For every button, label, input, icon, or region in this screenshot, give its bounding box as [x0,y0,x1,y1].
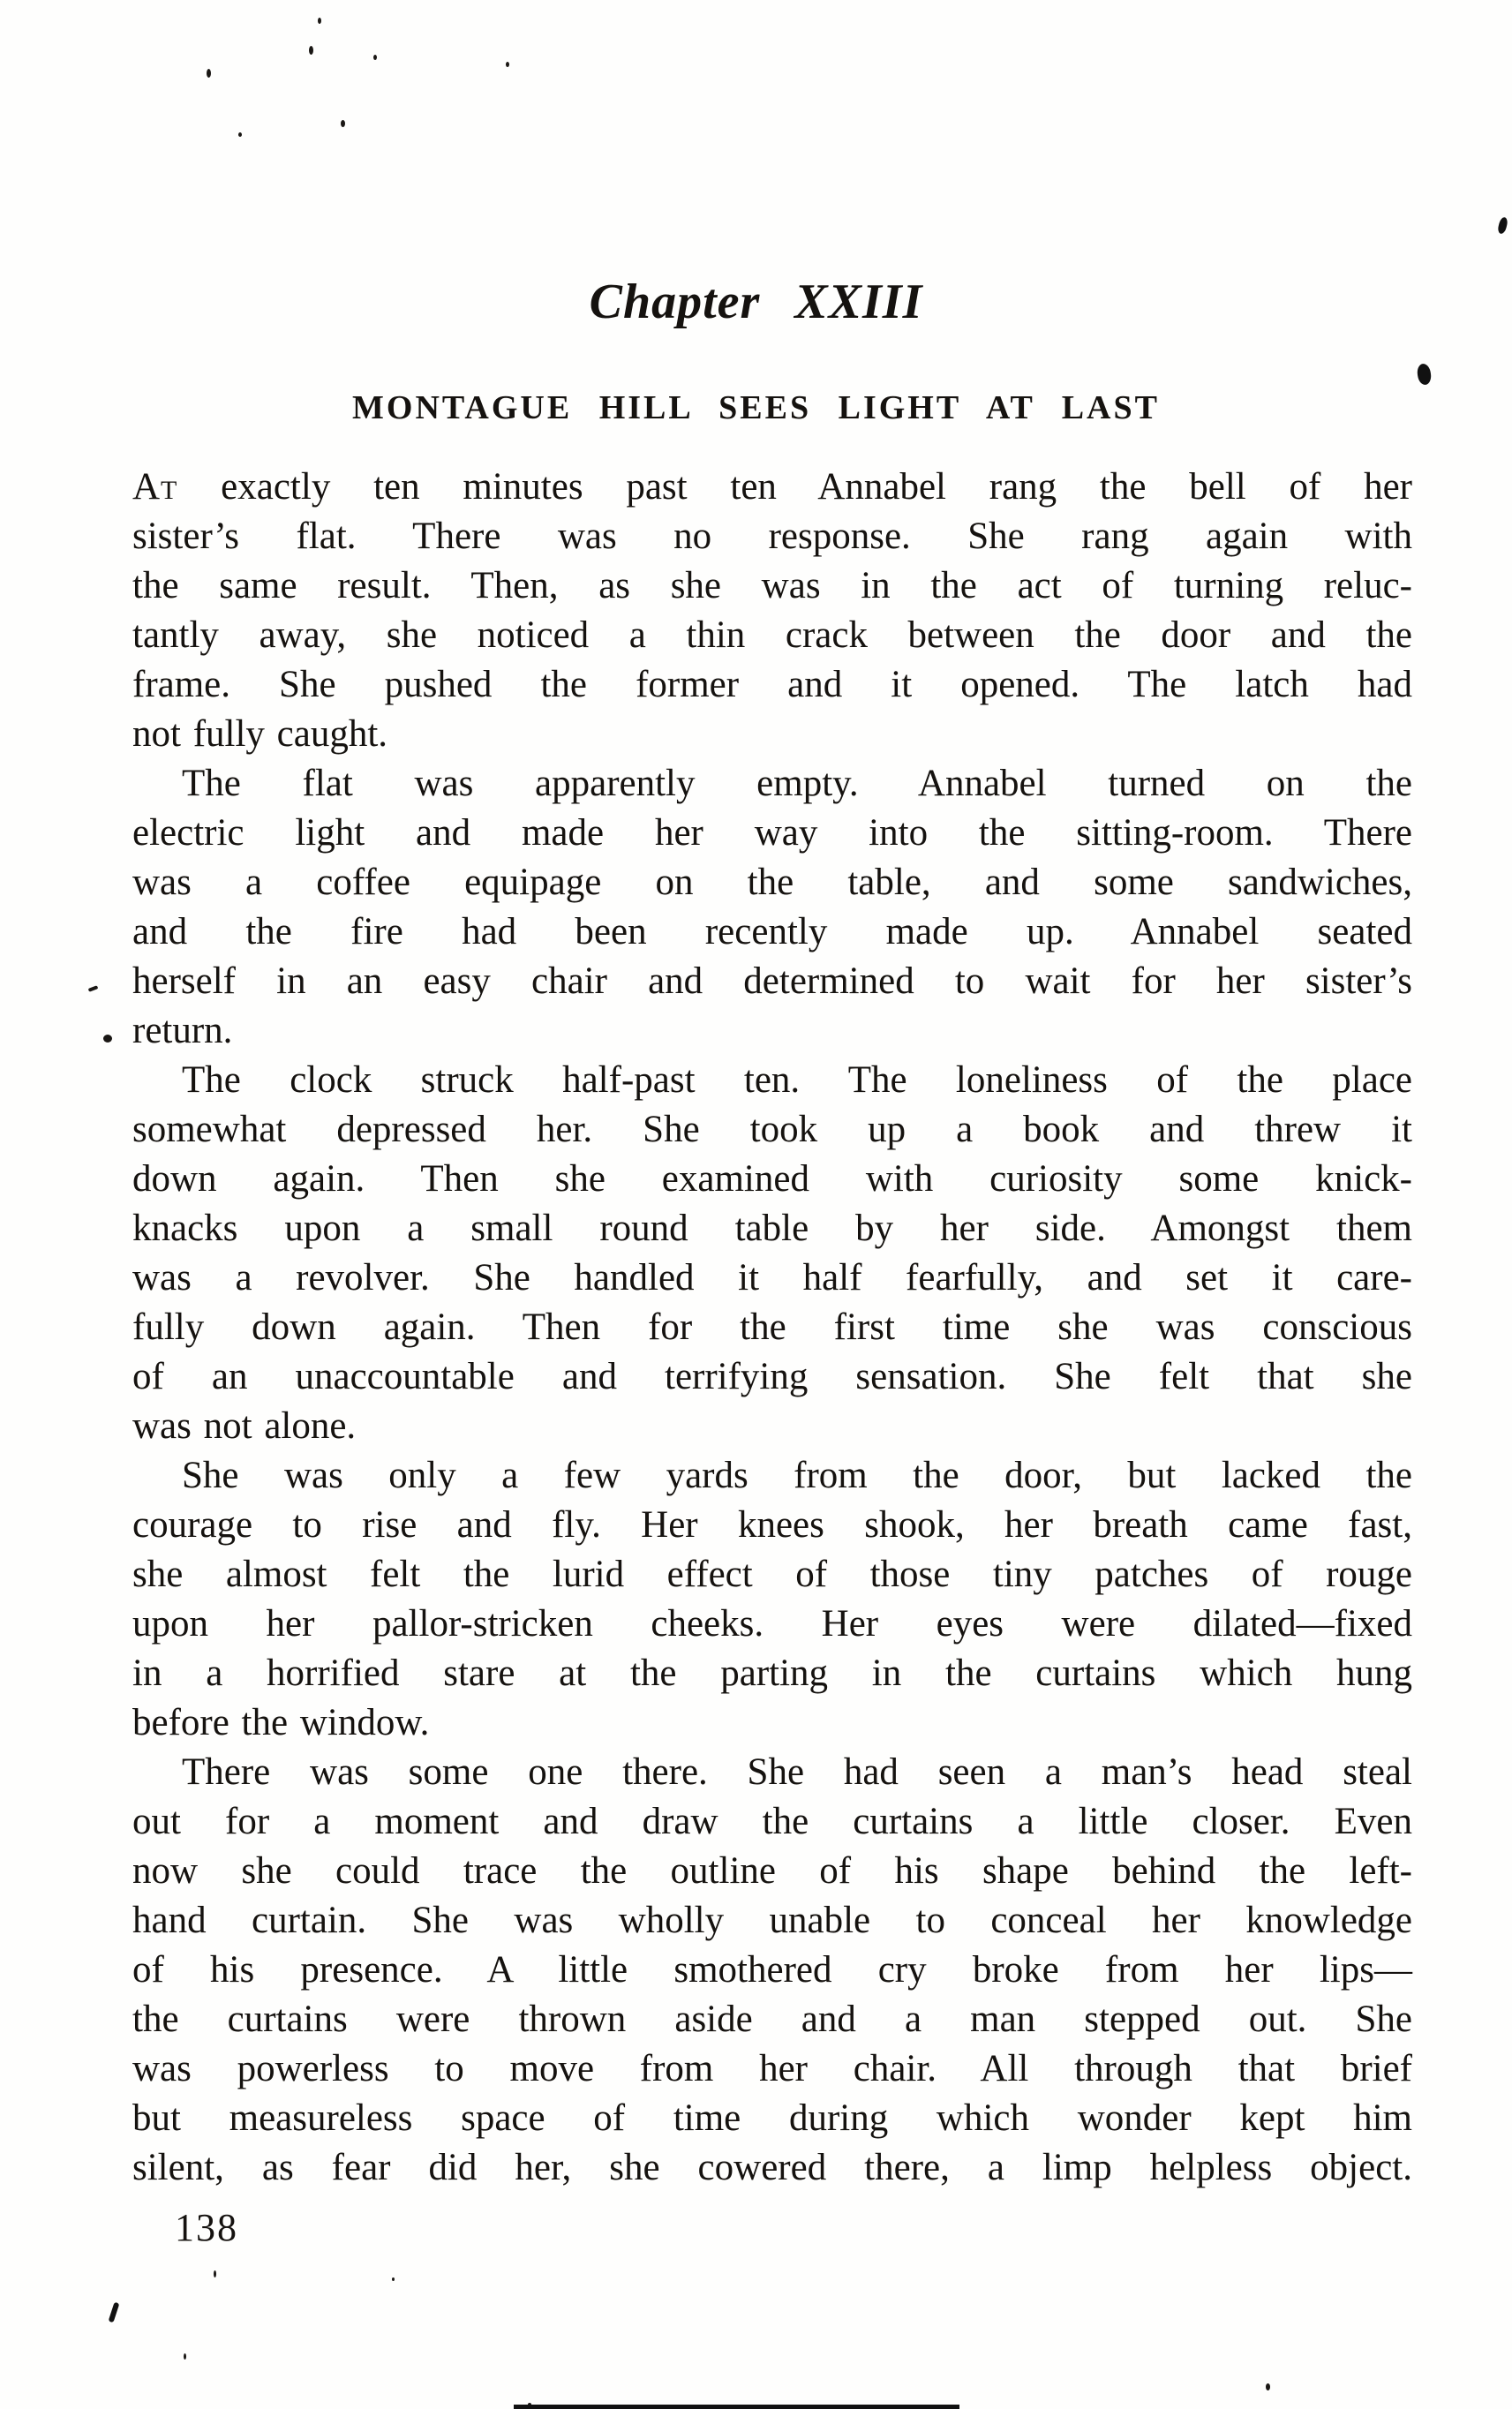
dust-speck [238,132,242,137]
body-text [132,463,1412,2193]
body-line: upon her pallor-stricken cheeks. Her eyes were dilated—fixed [132,1603,1412,1645]
dust-speck [184,2353,186,2360]
section-title: MONTAGUE HILL SEES LIGHT AT LAST [352,389,1160,426]
stray-dot-before-return [103,1035,112,1043]
body-line: The clock struck half-past ten. The loneliness of the place [182,1059,1412,1101]
body-line: silent, as fear did her, she cowered there, a limp helpless object. [132,2147,1412,2188]
dust-speck [214,2270,216,2277]
body-line: herself in an easy chair and determined to wait for her sister’s [132,960,1412,1002]
ink-mark-right-margin [1416,363,1432,386]
body-line: somewhat depressed her. She took up a book and threw it [132,1109,1412,1150]
body-line: of an unaccountable and terrifying sensation. She felt that she [132,1356,1412,1397]
body-line: down again. Then she examined with curiosity some knick- [132,1158,1412,1200]
dust-speck [373,55,377,60]
chapter-heading: Chapter XXIII [589,275,923,329]
body-line: frame. She pushed the former and it opened. The latch had [132,664,1412,705]
lead-smallcaps: At [132,466,178,508]
body-line: before the window. [132,1702,430,1743]
body-line: The flat was apparently empty. Annabel turned on the [182,763,1412,804]
body-line: in a horrified stare at the parting in the curtains which hung [132,1652,1412,1694]
body-line: At exactly ten minutes past ten Annabel rang the bell of her [132,466,1412,508]
ink-mark-top-right [1497,216,1508,235]
body-line: and the fire had been recently made up. Annabel seated [132,911,1412,952]
body-line: now she could trace the outline of his shape behind the left- [132,1850,1412,1892]
body-line: of his presence. A little smothered cry broke from her lips— [132,1949,1412,1991]
dust-speck [318,18,321,24]
body-line: She was only a few yards from the door, but lacked the [182,1455,1412,1496]
body-line: she almost felt the lurid effect of those tiny patches of rouge [132,1554,1412,1595]
dust-speck [506,62,509,67]
body-line: but measureless space of time during which wonder kept him [132,2097,1412,2139]
body-line: fully down again. Then for the first time she was conscious [132,1306,1412,1348]
ink-mark-left-margin [88,985,99,992]
body-line: out for a moment and draw the curtains a little closer. Even [132,1801,1412,1842]
body-line: courage to rise and fly. Her knees shook, her breath came fast, [132,1504,1412,1546]
body-line: electric light and made her way into the sitting-room. There [132,812,1412,854]
page-number: 138 [175,2206,238,2249]
body-line: the curtains were thrown aside and a man stepped out. She [132,1999,1412,2040]
ink-mark-bottom-left [109,2302,120,2323]
scan-edge-artifact [514,2405,959,2409]
body-line: was not alone. [132,1405,357,1447]
body-line: the same result. Then, as she was in the act of turning reluc- [132,565,1412,606]
body-line: was a coffee equipage on the table, and some sandwiches, [132,862,1412,903]
dust-speck [207,69,211,78]
body-line: was a revolver. She handled it half fearfully, and set it care- [132,1257,1412,1299]
body-line: was powerless to move from her chair. All through that brief [132,2048,1412,2089]
body-line: not fully caught. [132,713,388,755]
dust-speck [392,2277,395,2281]
body-line: sister’s flat. There was no response. She rang again with [132,516,1412,557]
body-line: return. [132,1010,233,1051]
body-line: tantly away, she noticed a thin crack between the door and the [132,614,1412,656]
body-line: There was some one there. She had seen a man’s head steal [182,1751,1412,1793]
body-line: knacks upon a small round table by her side. Amongst them [132,1208,1412,1249]
dust-speck [341,120,345,127]
dust-speck [309,46,313,55]
body-line: hand curtain. She was wholly unable to conceal her knowledge [132,1900,1412,1941]
dust-speck [1266,2383,1270,2390]
